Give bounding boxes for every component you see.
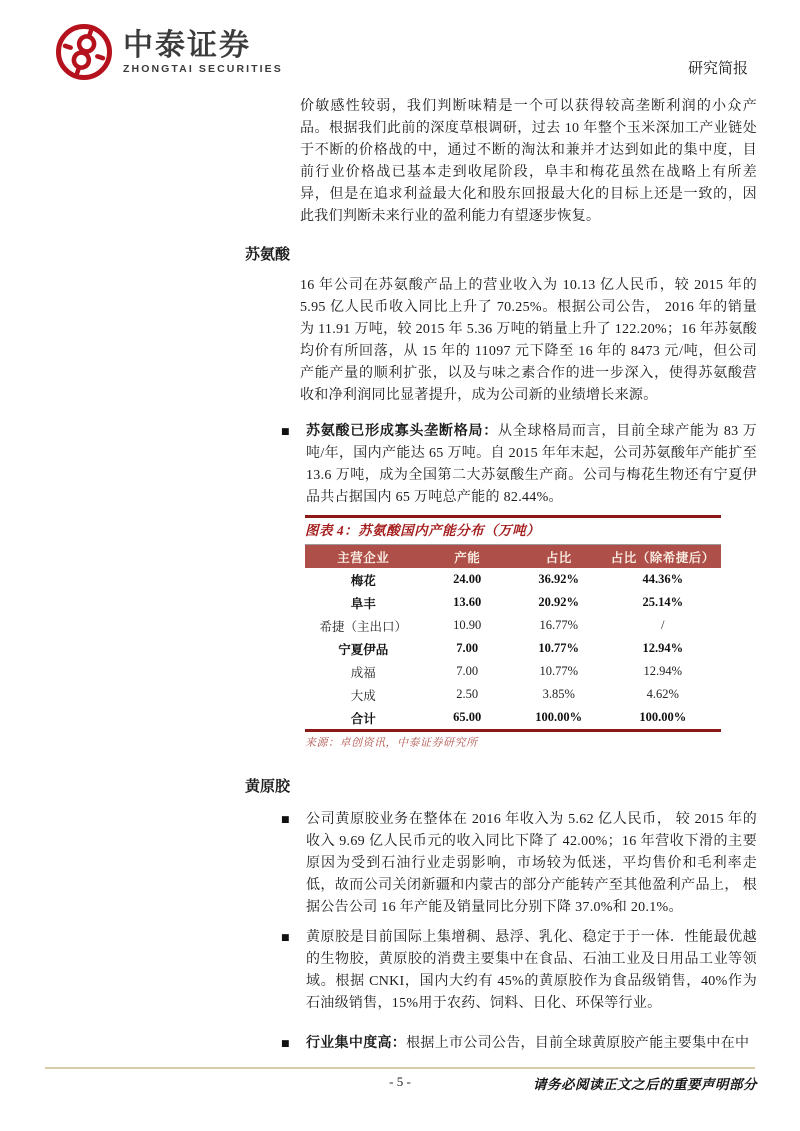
threonine-paragraph: 16 年公司在苏氨酸产品上的营业收入为 10.13 亿人民币，较 2015 年的 5.95 亿人民币收入同比上升了 70.25%。根据公司公告， 2016 年的销量为 11.91 万吨，较 2015 年 5.36 万吨的销量上升了 122.20%；16 年苏氨酸均价有所回落，从 15 年的 11097 元下降至 16 年的 8473 元/吨，但公司产能产量的顺利扩张，以及与味之素合作的进一步深入，使得苏氨酸营收和净利润同比显著提升，成为公司新的业绩增长来源。 — [300, 278, 757, 403]
col-header-company: 主营企业 — [305, 545, 421, 568]
section-heading-threonine: 苏氨酸 — [245, 247, 291, 263]
figure-4 — [305, 515, 721, 751]
report-body — [245, 96, 757, 1055]
footer-rule — [45, 1067, 755, 1069]
table-row — [305, 568, 721, 591]
table-cell: 24.00 — [453, 572, 482, 586]
table-header-row — [305, 545, 721, 568]
table-cell: 100.00% — [639, 710, 687, 724]
table-row — [305, 614, 721, 637]
table-cell: 4.62% — [646, 687, 679, 701]
table-cell: 13.60 — [453, 595, 482, 609]
section-heading-xanthan: 黄原胶 — [245, 779, 291, 795]
bullet-body-text: 根据上市公司公告，目前全球黄原胶产能主要集中在中 — [406, 1036, 750, 1051]
table-row-total — [305, 706, 721, 731]
logo-name-cn: 中泰证券 — [123, 28, 251, 62]
table-cell: 梅花 — [350, 573, 376, 588]
table-row — [305, 660, 721, 683]
table-cell: 12.94% — [642, 641, 684, 655]
figure-title: 图表 4：苏氨酸国内产能分布（万吨） — [305, 518, 721, 545]
xanthan-bullet-2-text: 黄原胶是目前国际上集增稠、悬浮、乳化、稳定于于一体．性能最优越的生物胶，黄原胶的消费主要集中在食品、石油工业及日用品工业等领域。根据 CNKI，国内大约有 45%的黄原胶作为食品级销售，40%作为石油级销售，15%用于农药、饲料、日化、环保等行业。 — [306, 930, 757, 1011]
table-cell: 3.85% — [542, 687, 575, 701]
table-cell: 7.00 — [456, 664, 479, 678]
table-cell: 20.92% — [538, 595, 580, 609]
company-logo — [54, 22, 283, 82]
table-cell: 100.00% — [535, 710, 583, 724]
footer-disclaimer: 请务必阅读正文之后的重要声明部分 — [533, 1077, 757, 1092]
intro-paragraph: 价敏感性较弱，我们判断味精是一个可以获得较高垄断利润的小众产品。根据我们此前的深度草根调研，过去 10 年整个玉米深加工产业链处于不断的价格战的中，通过不断的淘汰和兼并才达到如此的集中度，目前行业价格战已基本走到收尾阶段，阜丰和梅花虽然在战略上有所差异，但是在追求利益最大化和股东回报最大化的目标上还是一致的，因此我们判断未来行业的盈利能力有望逐步恢复。 — [300, 99, 757, 224]
table-cell: 12.94% — [643, 664, 683, 678]
table-cell: 44.36% — [642, 572, 684, 586]
logo-name-en: ZHONGTAI SECURITIES — [123, 62, 283, 75]
col-header-capacity: 产能 — [421, 545, 513, 568]
table-row — [305, 591, 721, 614]
threonine-bullet-text — [306, 421, 757, 509]
table-cell: 合计 — [350, 711, 376, 726]
table-cell: 宁夏伊品 — [338, 642, 389, 657]
logo-text — [123, 30, 283, 75]
page-number: - 5 - — [389, 1074, 411, 1089]
table-cell: 25.14% — [642, 595, 684, 609]
capacity-table — [305, 545, 721, 732]
figure-source: 来源：卓创资讯，中泰证券研究所 — [305, 737, 478, 749]
bullet-lead-bold: 苏氨酸已形成寡头垄断格局： — [306, 424, 499, 439]
table-cell: 65.00 — [453, 710, 482, 724]
threonine-bullet — [281, 421, 757, 509]
table-cell: 7.00 — [456, 641, 479, 655]
table-cell: 希捷（主出口） — [319, 619, 407, 634]
col-header-share-ex: 占比（除希捷后） — [605, 545, 722, 568]
table-cell: 2.50 — [456, 687, 479, 701]
bullet-lead-bold: 行业集中度高： — [306, 1036, 407, 1051]
xanthan-bullet-1-text: 公司黄原胶业务在整体在 2016 年收入为 5.62 亿人民币， 较 2015 年的收入 9.69 亿人民币元的收入同比下降了 42.00%；16 年营收下滑的主要原因为受到石油行业走弱影响，市场较为低迷，平均售价和毛利率走低，故而公司关闭新疆和内蒙古的部分产能转产至其他盈利产品上， 根据公告公司 16 年产能及销量同比分别下降 37.0%和 20.1%。 — [306, 812, 757, 915]
table-cell: / — [661, 618, 665, 632]
table-cell: 10.77% — [538, 641, 580, 655]
bullet-square-icon: ■ — [281, 815, 290, 825]
table-cell: 10.77% — [539, 664, 579, 678]
col-header-share: 占比 — [513, 545, 605, 568]
table-cell: 16.77% — [539, 618, 579, 632]
xanthan-bullet-3-text — [306, 1033, 757, 1055]
xanthan-bullet-3 — [281, 1033, 757, 1055]
report-type-label: 研究简报 — [687, 61, 748, 77]
table-row — [305, 683, 721, 706]
table-cell: 大成 — [350, 688, 376, 703]
bullet-square-icon: ■ — [281, 427, 290, 437]
table-row — [305, 637, 721, 660]
xanthan-bullet-2 — [281, 927, 757, 1015]
table-cell: 成福 — [350, 665, 376, 680]
xanthan-bullet-1 — [281, 809, 757, 919]
table-cell: 10.90 — [453, 618, 482, 632]
table-cell: 36.92% — [538, 572, 580, 586]
table-cell: 阜丰 — [350, 596, 376, 611]
bullet-square-icon: ■ — [281, 933, 290, 943]
zhongtai-emblem-icon — [54, 22, 114, 82]
bullet-square-icon: ■ — [281, 1039, 290, 1049]
bullet-body-text: 从全球格局而言，目前全球产能为 83 万吨/年，国内产能达 65 万吨。自 2015 年年末起，公司苏氨酸年产能扩至 13.6 万吨，成为全国第二大苏氨酸生产商。公司与梅花生物还有宁夏伊品共占据国内 65 万吨总产能的 82.44%。 — [306, 424, 758, 505]
